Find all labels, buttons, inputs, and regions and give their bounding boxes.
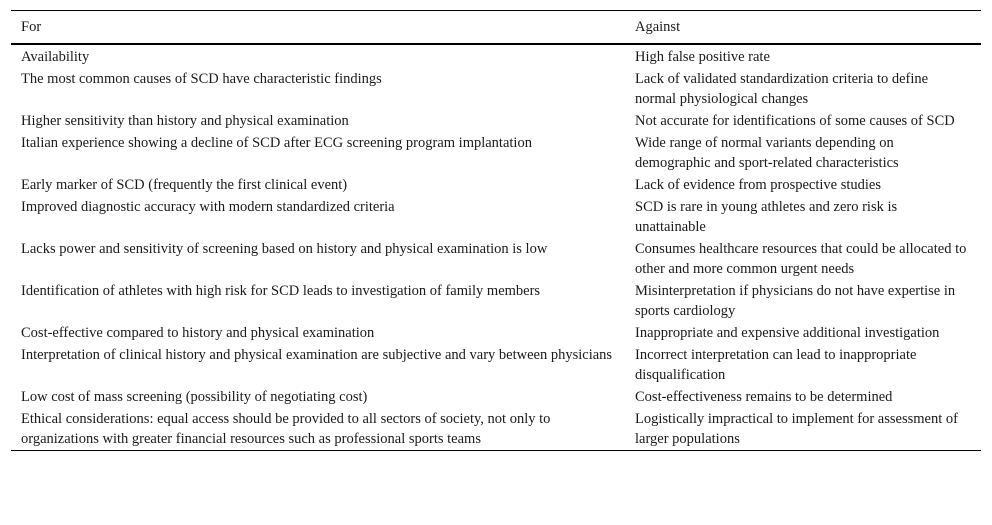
cell-against: Wide range of normal variants depending on demographic and sport-related characteristics (635, 135, 899, 171)
cell-against: Logistically impractical to implement for assessment of larger populations (625, 408, 981, 451)
for-against-table (11, 10, 981, 451)
cell-for: Identification of athletes with high risk for SCD leads to investigation of family members (21, 283, 541, 299)
cell-for: Early marker of SCD (frequently the first clinical event) (21, 177, 348, 193)
table-row (11, 44, 981, 68)
table-row (11, 322, 981, 344)
table-row (11, 196, 981, 238)
table-row (11, 386, 981, 408)
for-against-table-container (11, 10, 981, 451)
cell-against: High false positive rate (635, 49, 770, 65)
cell-for: The most common causes of SCD have characteristic findings (21, 71, 382, 87)
cell-against: Not accurate for identifications of some causes of SCD (635, 113, 955, 129)
cell-for: Interpretation of clinical history and physical examination are subjective and vary between physicians (21, 347, 613, 363)
cell-against: SCD is rare in young athletes and zero risk is unattainable (635, 199, 898, 235)
table-row (11, 238, 981, 280)
cell-for: Cost-effective compared to history and physical examination (21, 325, 375, 341)
cell-for: Improved diagnostic accuracy with modern standardized criteria (21, 199, 395, 215)
table-header-row (11, 11, 981, 45)
header-against: Against (625, 11, 981, 45)
table-row (11, 280, 981, 322)
header-for: For (11, 11, 625, 45)
table-row (11, 132, 981, 174)
cell-for: Availability (21, 49, 90, 65)
cell-against: Lack of evidence from prospective studies (635, 177, 882, 193)
cell-against: Inappropriate and expensive additional investigation (635, 325, 940, 341)
cell-for: Ethical considerations: equal access should be provided to all sectors of society, not only to organizations with greater financial resources such as professional sports teams (11, 408, 625, 451)
cell-against: Lack of validated standardization criteria to define normal physiological changes (635, 71, 929, 107)
table-row (11, 110, 981, 132)
table-row (11, 174, 981, 196)
cell-against: Cost-effectiveness remains to be determined (635, 389, 893, 405)
cell-for: Low cost of mass screening (possibility of negotiating cost) (21, 389, 368, 405)
cell-for: Italian experience showing a decline of SCD after ECG screening program implantation (21, 135, 532, 151)
cell-against: Incorrect interpretation can lead to inappropriate disqualification (635, 347, 917, 383)
cell-for: Lacks power and sensitivity of screening based on history and physical examination is low (21, 241, 548, 257)
table-row (11, 68, 981, 110)
table-row (11, 344, 981, 386)
cell-against: Misinterpretation if physicians do not have expertise in sports cardiology (635, 283, 956, 319)
cell-for: Higher sensitivity than history and physical examination (21, 113, 349, 129)
cell-against: Consumes healthcare resources that could be allocated to other and more common urgent needs (635, 241, 967, 277)
table-row (11, 408, 981, 451)
